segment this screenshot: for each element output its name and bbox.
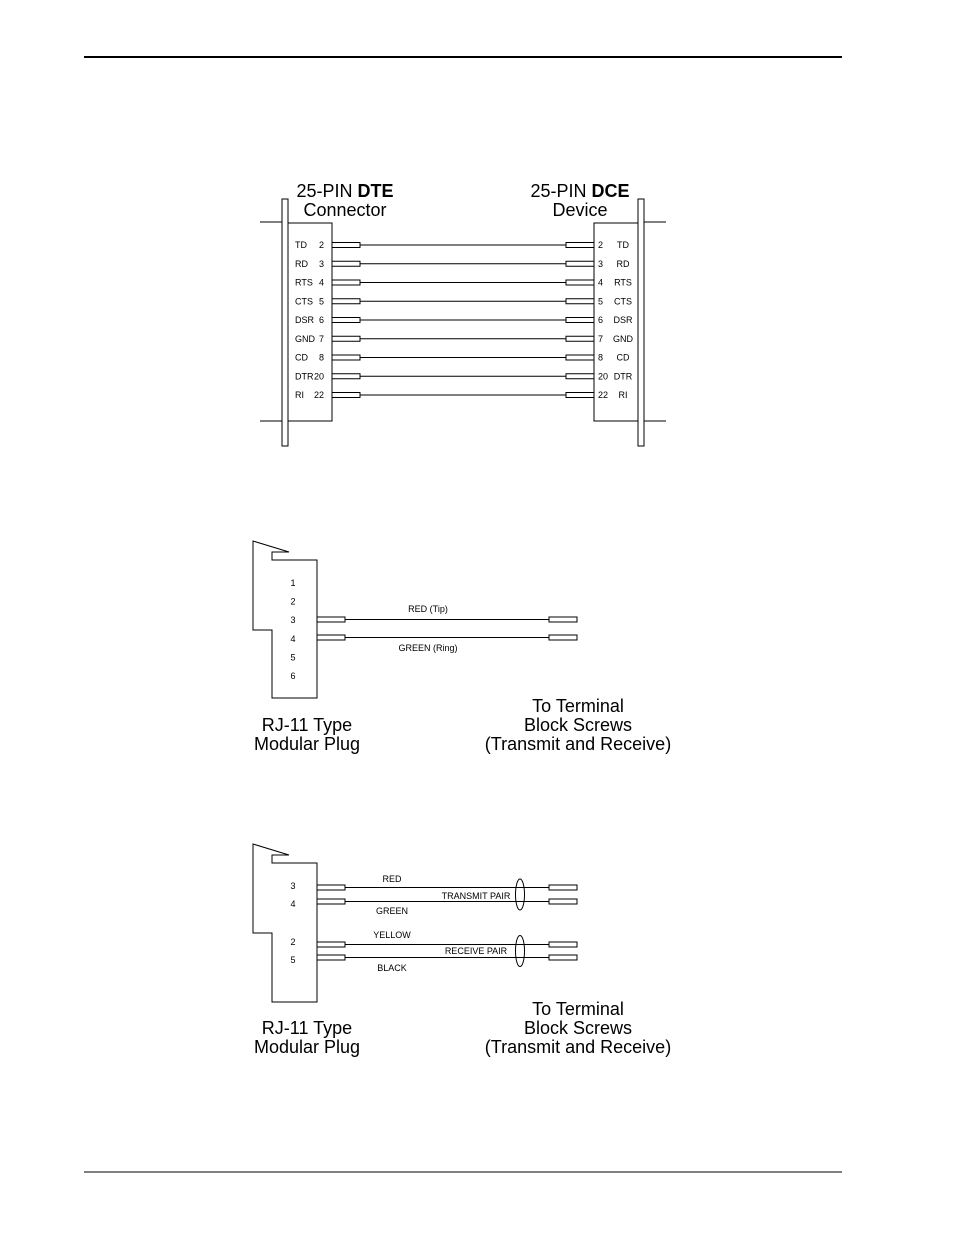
dte-title: 25-PIN DTE: [296, 181, 394, 201]
rj11-b-black-label: BLACK: [377, 963, 407, 973]
rj11-b-green-lug: [549, 899, 577, 904]
db25-diagram: [260, 181, 666, 446]
dte-signal-gnd: GND: [295, 333, 315, 344]
dte-pin-terminal: [332, 393, 360, 398]
dte-pin-number: 3: [318, 258, 324, 269]
rj11-a-green-lug: [549, 635, 577, 640]
rj11-a-pin3-terminal: [317, 617, 345, 622]
dte-pin-terminal: [332, 280, 360, 285]
rj11-b-green-terminal: [317, 899, 345, 904]
dce-pin-terminal: [566, 393, 594, 398]
rj11-four-wire-diagram: [253, 844, 671, 1057]
dce-pin-number: 6: [598, 315, 604, 325]
rj11-b-pin-5: 5: [290, 955, 296, 965]
dte-pin-terminal: [332, 355, 360, 360]
rj11-b-yellow-terminal: [317, 942, 345, 947]
rj11-b-dest-label-line2: Block Screws: [523, 1018, 633, 1038]
dte-signal-cts: CTS: [295, 296, 313, 307]
dte-pin-terminal: [332, 243, 360, 248]
dce-pin-number: 8: [598, 352, 604, 363]
dte-shell-flange: [282, 199, 288, 446]
dce-signal-dsr: DSR: [613, 315, 633, 325]
rj11-b-black-lug: [549, 955, 577, 960]
rj11-a-pin-1: 1: [290, 578, 296, 588]
rj11-b-pin-4: 4: [290, 899, 296, 909]
rj11-b-dest-label-line1: To Terminal: [532, 999, 624, 1019]
dte-signal-rts: RTS: [295, 277, 313, 288]
rj11-b-green-label: GREEN: [375, 906, 409, 916]
dte-pin-number: 7: [318, 333, 324, 344]
receive-pair-twist: [516, 936, 525, 967]
rj11-b-plug-label-line2: Modular Plug: [253, 1037, 361, 1057]
rj11-b-red-lug: [549, 885, 577, 890]
rj11-a-dest-label-line1: To Terminal: [532, 696, 624, 716]
dce-title: 25-PIN DCE: [530, 181, 630, 201]
rj11-b-yellow-lug: [549, 942, 577, 947]
rj11-b-plug-label-line1: RJ-11 Type: [261, 1018, 353, 1038]
dce-pin-terminal: [566, 336, 594, 341]
dce-pin-number: 22: [598, 390, 609, 400]
rj11-a-pin-3: 3: [290, 615, 296, 626]
rj11-a-pin-4: 4: [290, 633, 296, 644]
rj11-a-pin-2: 2: [290, 596, 296, 607]
rj11-b-dest-label-line3: (Transmit and Receive): [484, 1037, 672, 1057]
dce-pin-terminal: [566, 355, 594, 360]
dce-signal-cts: CTS: [614, 296, 632, 307]
db25-pin-rows: [295, 240, 634, 400]
dce-shell-flange: [638, 199, 644, 446]
rj11-a-pin-6: 6: [290, 671, 296, 681]
dte-pin-number: 4: [318, 277, 324, 288]
rj11-b-pin-2: 2: [290, 937, 296, 947]
transmit-pair-twist: [516, 879, 525, 910]
dce-pin-number: 4: [598, 277, 604, 288]
dte-pin-terminal: [332, 299, 360, 304]
rj11-a-pin-5: 5: [290, 652, 296, 663]
transmit-pair-label: TRANSMIT PAIR: [441, 891, 511, 901]
dce-pin-number: 5: [598, 296, 604, 307]
rj11-a-dest-label-line2: Block Screws: [523, 715, 633, 735]
dte-pin-terminal: [332, 261, 360, 266]
dce-pin-terminal: [566, 374, 594, 379]
dte-pin-number: 8: [318, 352, 324, 363]
dte-pin-number: 22: [313, 390, 324, 400]
rj11-two-wire-diagram: [253, 541, 671, 754]
dce-signal-ri: RI: [618, 390, 628, 400]
rj11-a-green-label: GREEN (Ring): [398, 643, 458, 653]
dce-signal-rd: RD: [616, 258, 630, 269]
dte-pin-number: 6: [318, 315, 324, 325]
dte-signal-td: TD: [295, 240, 307, 250]
dte-subtitle: Connector: [303, 200, 387, 220]
dte-pin-number: 2: [318, 240, 324, 250]
dte-signal-ri: RI: [295, 390, 304, 400]
rj11-a-plug-label-line1: RJ-11 Type: [261, 715, 353, 735]
dce-pin-terminal: [566, 299, 594, 304]
dce-pin-terminal: [566, 243, 594, 248]
dte-pin-terminal: [332, 336, 360, 341]
dce-signal-rts: RTS: [614, 277, 632, 288]
dce-pin-number: 7: [598, 333, 604, 344]
dte-pin-terminal: [332, 318, 360, 323]
dce-pin-number: 2: [598, 240, 604, 250]
dce-pin-terminal: [566, 318, 594, 323]
dce-pin-terminal: [566, 261, 594, 266]
rj11-b-red-label: RED: [382, 874, 402, 884]
dte-pin-number: 20: [313, 371, 324, 382]
dte-signal-dtr: DTR: [295, 371, 314, 382]
rj11-a-red-label: RED (Tip): [408, 604, 448, 614]
dte-pin-terminal: [332, 374, 360, 379]
dte-signal-rd: RD: [295, 258, 308, 269]
dte-signal-cd: CD: [295, 352, 308, 363]
rj11-plug-b: [253, 844, 317, 1002]
rj11-a-plug-label-line2: Modular Plug: [253, 734, 361, 754]
rj11-b-pin-3: 3: [290, 881, 296, 891]
rj11-b-black-terminal: [317, 955, 345, 960]
dce-signal-cd: CD: [616, 352, 630, 363]
dce-signal-dtr: DTR: [613, 371, 633, 382]
dte-pin-number: 5: [318, 296, 324, 307]
dce-pin-terminal: [566, 280, 594, 285]
dce-pin-number: 20: [598, 371, 609, 382]
dce-signal-gnd: GND: [613, 333, 633, 344]
dce-pin-number: 3: [598, 258, 604, 269]
rj11-a-red-lug: [549, 617, 577, 622]
receive-pair-label: RECEIVE PAIR: [444, 946, 508, 956]
rj11-b-yellow-label: YELLOW: [373, 930, 411, 940]
dce-signal-td: TD: [617, 240, 629, 250]
rj11-b-red-terminal: [317, 885, 345, 890]
rj11-a-pin4-terminal: [317, 635, 345, 640]
dce-subtitle: Device: [552, 200, 608, 220]
rj11-plug-a: [253, 541, 317, 698]
rj11-a-dest-label-line3: (Transmit and Receive): [484, 734, 672, 754]
dte-signal-dsr: DSR: [295, 315, 315, 325]
